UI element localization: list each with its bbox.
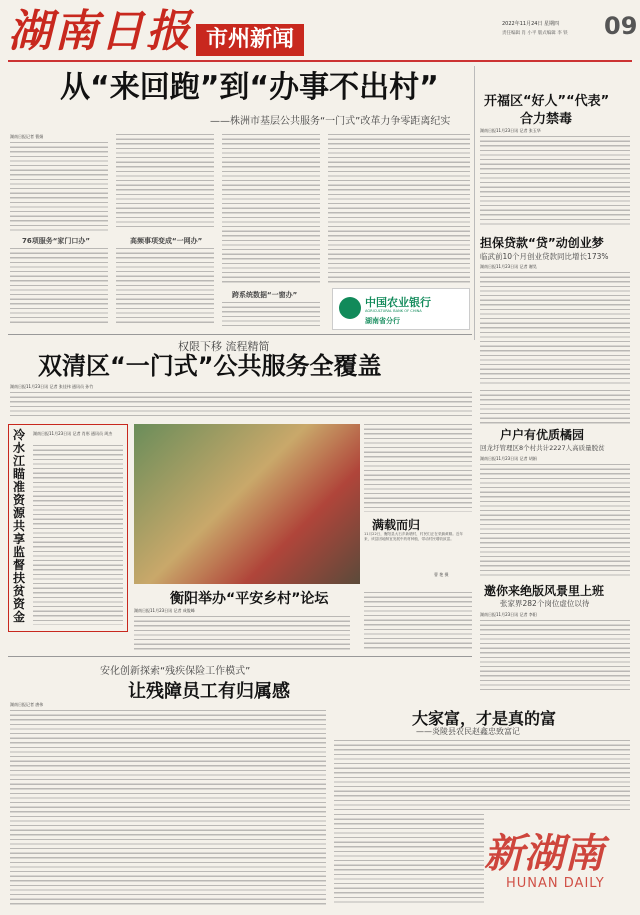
- shuangqing-byline: 湖南日报11月23日讯 记者 张佳伟 通讯员 孙竹: [10, 384, 94, 389]
- masthead: [8, 6, 638, 58]
- tourism-subhead: 张家界282个岗位虚位以待: [500, 599, 590, 608]
- huhuo-subhead: 回龙圩管理区8个村共计2227人高质量脱贫: [480, 444, 605, 452]
- rich-body: [334, 740, 630, 810]
- shuangqing-kicker: 权限下移 流程精简: [178, 340, 270, 353]
- anhua-body: [10, 710, 326, 906]
- huhuo-headline: 户户有优质橘园: [500, 428, 585, 442]
- divider-2: [8, 656, 472, 657]
- lead-section-head-2: 高频事项变成“一网办”: [130, 237, 203, 245]
- hengyang-byline: 湖南日报11月23日讯 记者 成俊峰: [134, 608, 195, 613]
- loan-body: [480, 272, 630, 384]
- tourism-byline: 湖南日报11月23日讯 记者 李阳: [480, 612, 537, 617]
- divider-1: [8, 334, 472, 335]
- lead-body-col4: [328, 134, 470, 284]
- anhua-kicker: 安化创新探索“残疾保险工作模式”: [100, 666, 251, 677]
- kaifu-body: [480, 136, 630, 228]
- rich-headline: 大家富，才是真的富: [412, 709, 557, 728]
- huhuo-byline: 湖南日报11月23日讯 记者 胡娟: [480, 456, 537, 461]
- lower-mid-body: [364, 424, 472, 512]
- lengshuijiang-box: [8, 424, 128, 632]
- lead-body-col3: [222, 134, 320, 284]
- anhua-byline: 湖南日报记者 唐伟: [10, 702, 44, 707]
- lengshuijiang-headline: 冷水江瞄准资源共享监督扶贫资金: [13, 428, 26, 624]
- loan-headline: 担保贷款“贷”动创业梦: [480, 236, 604, 250]
- tourism-headline: 邀你来绝版风景里上班: [484, 584, 605, 598]
- page-number: 09: [604, 12, 638, 40]
- shuangqing-headline: 双清区“一门式”公共服务全覆盖: [38, 352, 382, 380]
- right-mid-body: [480, 390, 630, 424]
- harvest-photo-credit: 曹 艳 摄: [434, 572, 449, 577]
- section-label: 市州新闻: [196, 24, 304, 56]
- lead-body-col2b: [116, 248, 214, 326]
- lead-headline: 从“来回跑”到“办事不出村”: [60, 70, 439, 105]
- lead-byline: 湖南日报记者 曹娟: [10, 134, 44, 139]
- lead-body-col1b: [10, 248, 108, 326]
- date-line: 2022年11月24日 星期四: [502, 21, 560, 27]
- paper-name-logo: 湖南日报: [8, 6, 192, 57]
- lead-body-col2: [116, 134, 214, 230]
- harvest-caption-text: 11月22日，衡阳县大石乡新塘村，村民们正在采摘黄精。近年来，该县因地制宜发展中药材种植，带动村民增收致富。: [364, 532, 463, 541]
- watermark-en: HUNAN DAILY: [506, 876, 605, 891]
- rich-body-2: [334, 814, 484, 906]
- lengshuijiang-byline: 湖南日报11月23日讯 记者 肖彤 通讯员 周杰: [33, 431, 113, 436]
- hengyang-body: [134, 616, 350, 650]
- bank-name-en: AGRICULTURAL BANK OF CHINA: [365, 309, 422, 313]
- bank-name: 中国农业银行: [365, 296, 431, 309]
- lead-section-head-3: 跨系统数据“一窗办”: [232, 291, 298, 299]
- lead-subhead: ——株洲市基层公共服务“一门式”改革力争零距离纪实: [210, 116, 451, 127]
- loan-byline: 湖南日报11月23日讯 记者 谢昊: [480, 264, 537, 269]
- kaifu-headline: 开福区“好人”“代表”: [484, 94, 610, 109]
- lead-body-col3b: [222, 302, 320, 326]
- rich-subhead: ——炎陵县农民赵鑫忠致富记: [416, 727, 520, 736]
- harvest-caption: [364, 516, 472, 586]
- bank-logo-icon: [339, 297, 361, 319]
- bank-branch: 湖南省分行: [365, 317, 400, 325]
- kaifu-byline: 湖南日报11月23日讯 记者 张玉华: [480, 128, 541, 133]
- tourism-body: [480, 620, 630, 690]
- hengyang-headline: 衡阳举办“平安乡村”论坛: [170, 591, 329, 607]
- lead-section-head-1: 76项服务“家门口办”: [22, 237, 90, 245]
- harvest-photo: [134, 424, 360, 584]
- loan-subhead: 临武前10个月创业贷款同比增长173%: [480, 252, 609, 261]
- anhua-headline: 让残障员工有归属感: [128, 681, 290, 702]
- bank-ad: [332, 288, 470, 330]
- lead-body-col1: [10, 142, 108, 232]
- huhuo-body: [480, 464, 630, 576]
- kaifu-headline-2: 合力禁毒: [520, 112, 573, 127]
- masthead-rule: [8, 60, 632, 62]
- lengshuijiang-body: [33, 445, 123, 625]
- right-col-divider: [474, 66, 475, 340]
- editors-line: 责任编辑 肖 小平 版式编辑 李 铁: [502, 31, 568, 36]
- lower-mid-body-2: [364, 592, 472, 650]
- watermark-logo: 新湖南: [484, 830, 604, 877]
- shuangqing-body: [10, 392, 472, 418]
- harvest-caption-title: 满载而归: [372, 518, 421, 532]
